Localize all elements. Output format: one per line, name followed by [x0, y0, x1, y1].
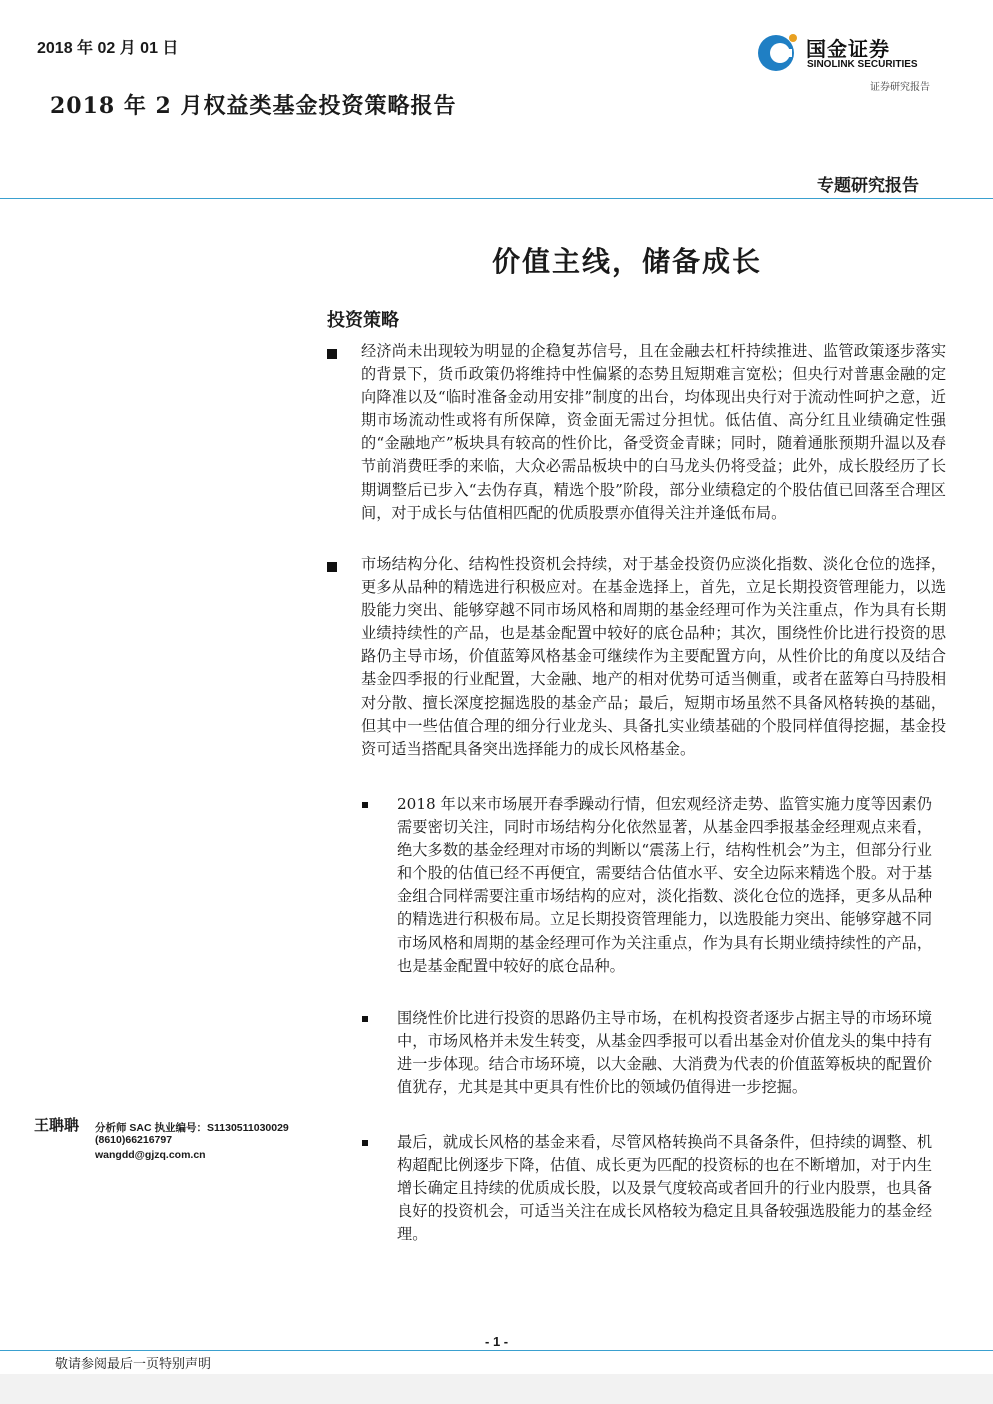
disclaimer-note: 敬请参阅最后一页特别声明	[55, 1357, 212, 1372]
header-divider	[0, 198, 993, 199]
logo-text-cn: 国金证券	[806, 37, 890, 61]
company-logo	[756, 32, 944, 74]
sub-bullet-marker	[362, 1016, 368, 1022]
report-date: 2018 年 02 月 01 日	[37, 40, 179, 57]
logo-mark-icon	[756, 32, 800, 74]
sub-paragraph-3: 最后，就成长风格的基金来看，尽管风格转换尚不具备条件，但持续的调整、机构超配比例逐步下降，估值、成长更为匹配的投资标的也在不断增加，对于内生增长确定且持续的优质成长股，以及景气度较高或者回升的行业内股票，也具备良好的投资机会，可适当关注在成长风格较为稳定且具备较强选股能力的基金经理。	[397, 1133, 932, 1244]
bullet-marker	[327, 349, 337, 359]
sub-bullet-marker	[362, 1140, 368, 1146]
analyst-phone: (8610)66216797	[95, 1134, 173, 1146]
page-number: - 1 -	[485, 1334, 509, 1349]
analyst-email[interactable]: wangdd@gjzq.com.cn	[95, 1149, 206, 1161]
footer-divider	[0, 1350, 993, 1351]
report-title: 2018 年 2 月权益类基金投资策略报告	[50, 93, 457, 119]
report-type-label: 专题研究报告	[817, 176, 919, 196]
analyst-sac-number: 分析师 SAC 执业编号：S1130511030029	[95, 1122, 289, 1134]
strategy-paragraph-1: 经济尚未出现较为明显的企稳复苏信号，且在金融去杠杆持续推进、监管政策逐步落实的背景下，货币政策仍将维持中性偏紧的态势且短期难言宽松；但央行对普惠金融的定向降准以及“临时准备金动用安排”制度的出台，均体现出央行对于流动性呵护之意，近期市场流动性或将有所保障，资金面无需过分担忧。低估值、高分红且业绩确定性强的“金融地产”板块具有较高的性价比，备受资金青睐；同时，随着通胀预期升温以及春节前消费旺季的来临，大众必需品板块中的白马龙头仍将受益；此外，成长股经历了长期调整后已步入“去伪存真，精选个股”阶段，部分业绩稳定的个股估值已回落至合理区间，对于成长与估值相匹配的优质股票亦值得关注并逢低布局。	[361, 342, 946, 522]
logo-subtitle: 证券研究报告	[870, 82, 930, 93]
footer-band	[0, 1374, 993, 1404]
report-headline: 价值主线，储备成长	[492, 245, 763, 278]
sub-bullet-marker	[362, 802, 368, 808]
analyst-name: 王聃聃	[34, 1116, 80, 1134]
sub-paragraph-2: 围绕性价比进行投资的思路仍主导市场，在机构投资者逐步占据主导的市场环境中，市场风格并未发生转变，从基金四季报可以看出基金对价值龙头的集中持有进一步体现。结合市场环境，以大金融、大消费为代表的价值蓝筹板块的配置价值犹存，尤其是其中更具有性价比的领域仍值得进一步挖掘。	[397, 1009, 932, 1097]
sub-paragraph-1: 2018 年以来市场展开春季躁动行情，但宏观经济走势、监管实施力度等因素仍需要密切关注，同时市场结构分化依然显著，从基金四季报基金经理观点来看，绝大多数的基金经理对市场的判断以“震荡上行，结构性机会”为主，但部分行业和个股的估值已经不再便宜，需要结合估值水平、安全边际来精选个股。对于基金组合同样需要注重市场结构的应对，淡化指数、淡化仓位的选择，更多从品种的精选进行积极布局。立足长期投资管理能力，以选股能力突出、能够穿越不同市场风格和周期的基金经理可作为关注重点，作为具有长期业绩持续性的产品，也是基金配置中较好的底仓品种。	[397, 795, 932, 975]
logo-text-en: SINOLINK SECURITIES	[807, 59, 918, 70]
bullet-marker	[327, 562, 337, 572]
strategy-paragraph-2: 市场结构分化、结构性投资机会持续，对于基金投资仍应淡化指数、淡化仓位的选择，更多从品种的精选进行积极应对。在基金选择上，首先，立足长期投资管理能力，以选股能力突出、能够穿越不同市场风格和周期的基金经理可作为关注重点，作为具有长期业绩持续性的产品，也是基金配置中较好的底仓品种；其次，围绕性价比进行投资的思路仍主导市场，价值蓝筹风格基金可继续作为主要配置方向，从性价比的角度以及结合基金四季报的行业配置，大金融、地产的相对优势可适当侧重，或者在蓝筹白马持股相对分散、擅长深度挖掘选股的基金产品；最后，短期市场虽然不具备风格转换的基础，但其中一些估值合理的细分行业龙头、具备扎实业绩基础的个股同样值得挖掘，基金投资可适当搭配具备突出选择能力的成长风格基金。	[361, 555, 946, 758]
section-title: 投资策略	[327, 310, 399, 331]
